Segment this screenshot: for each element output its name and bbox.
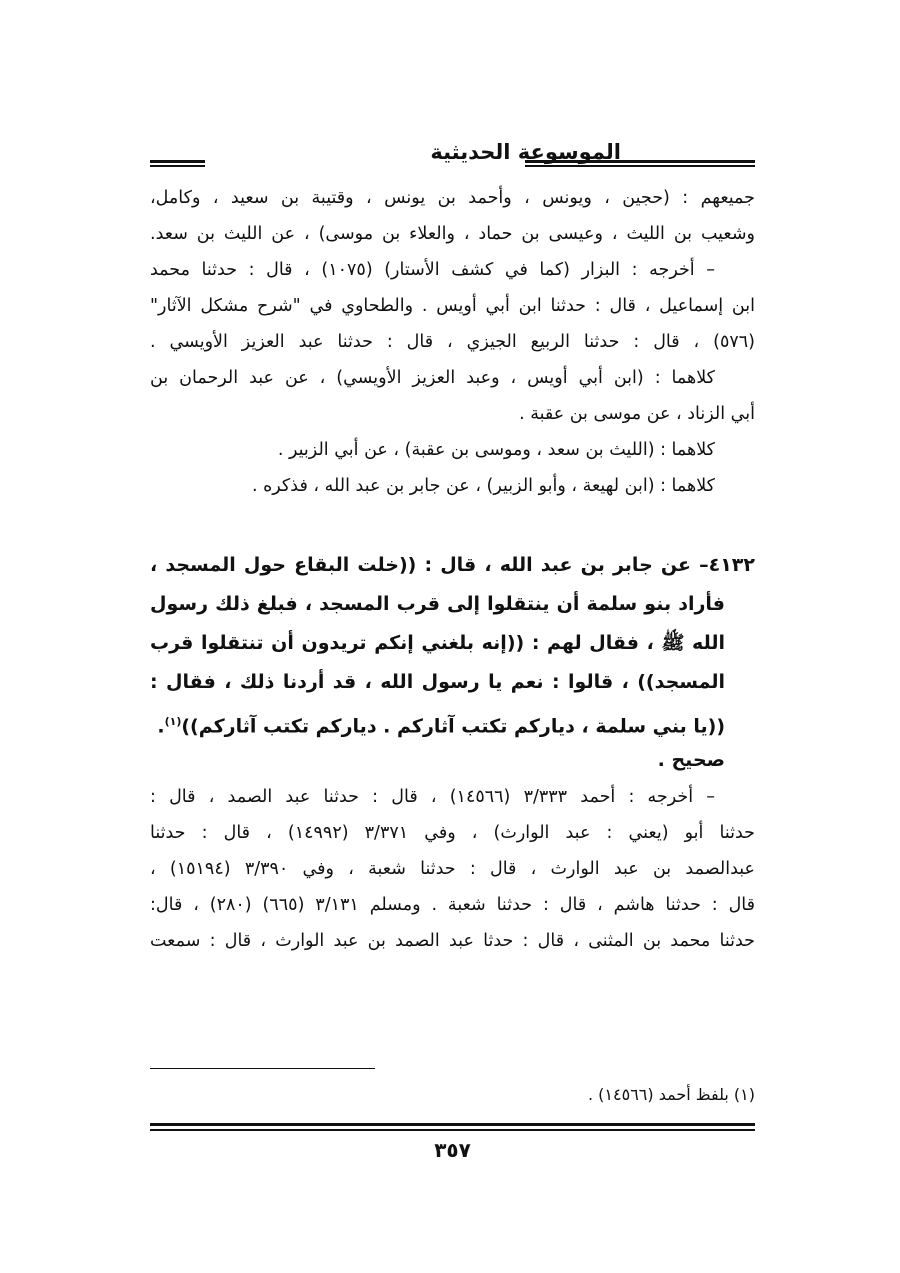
running-title: الموسوعة الحديثية	[430, 140, 621, 164]
text-line: حدثنا أبو (يعني : عبد الوارث) ، وفي ٣/٣٧١ (١٤٩٩٢) ، قال : حدثنا	[150, 823, 755, 843]
footnote-marker: (١)	[164, 715, 182, 728]
text-line: جميعهم : (حجين ، ويونس ، وأحمد بن يونس ، وقتيبة بن سعيد ، وكامل،	[150, 188, 755, 208]
text-line: (٥٧٦) ، قال : حدثنا الربيع الجيزي ، قال : حدثنا عبد العزيز الأويسي .	[150, 332, 755, 352]
footnote-separator	[150, 1068, 375, 1069]
footnote: (١) بلفظ أحمد (١٤٥٦٦) .	[588, 1085, 755, 1104]
text-line: ابن إسماعيل ، قال : حدثنا ابن أبي أويس . والطحاوي في "شرح مشكل الآثار"	[150, 296, 755, 316]
text-line: عبدالصمد بن عبد الوارث ، قال : حدثنا شعبة ، وفي ٣/٣٩٠ (١٥١٩٤) ،	[150, 859, 755, 879]
header-rule-left	[150, 160, 205, 167]
text-line: حدثنا محمد بن المثنى ، قال : حدثا عبد الصمد بن عبد الوارث ، قال : سمعت	[150, 931, 755, 951]
body-text	[150, 180, 755, 959]
hadith-line: فأراد بنو سلمة أن ينتقلوا إلى قرب المسجد ، فبلغ ذلك رسول	[150, 593, 725, 615]
hadith-line-text: ((يا بني سلمة ، دياركم تكتب آثاركم . دياركم تكتب آثاركم))	[181, 715, 725, 738]
text-line: كلاهما : (الليث بن سعد ، وموسى بن عقبة) ، عن أبي الزبير .	[277, 440, 715, 460]
hadith-line: المسجد)) ، قالوا : نعم يا رسول الله ، قد أردنا ذلك ، فقال :	[150, 671, 725, 693]
hadith-grade: صحيح .	[657, 749, 725, 771]
text-line: وشعيب بن الليث ، وعيسى بن حماد ، والعلاء بن موسى) ، عن الليث بن سعد.	[150, 224, 755, 244]
hadith-line-last: ((يا بني سلمة ، دياركم تكتب آثاركم . دياركم تكتب آثاركم))$^{(١)}$.	[157, 715, 725, 738]
text-line: – أخرجه : البزار (كما في كشف الأستار) (١٠٧٥) ، قال : حدثنا محمد	[150, 260, 715, 280]
text-line: كلاهما : (ابن أبي أويس ، وعبد العزيز الأويسي) ، عن عبد الرحمان بن	[150, 368, 715, 388]
hadith-block	[150, 546, 755, 741]
text-line: قال : حدثنا هاشم ، قال : حدثنا شعبة . ومسلم ٣/١٣١ (٦٦٥) (٢٨٠) ، قال:	[150, 895, 756, 915]
hadith-line: ٤١٣٢– عن جابر بن عبد الله ، قال : ((خلت البقاع حول المسجد ،	[150, 554, 755, 576]
running-header	[150, 140, 755, 180]
hadith-line: الله ﷺ ، فقال لهم : ((إنه بلغني إنكم تريدون أن تنتقلوا قرب	[150, 632, 725, 654]
page-number: ٣٥٧	[434, 1138, 471, 1162]
text-line: أبي الزناد ، عن موسى بن عقبة .	[519, 404, 755, 424]
book-page	[150, 130, 755, 1230]
text-line: كلاهما : (ابن لهيعة ، وأبو الزبير) ، عن جابر بن عبد الله ، فذكره .	[251, 476, 715, 496]
text-line: – أخرجه : أحمد ٣/٣٣٣ (١٤٥٦٦) ، قال : حدثنا عبد الصمد ، قال :	[150, 787, 716, 807]
footer-rule	[150, 1123, 755, 1131]
